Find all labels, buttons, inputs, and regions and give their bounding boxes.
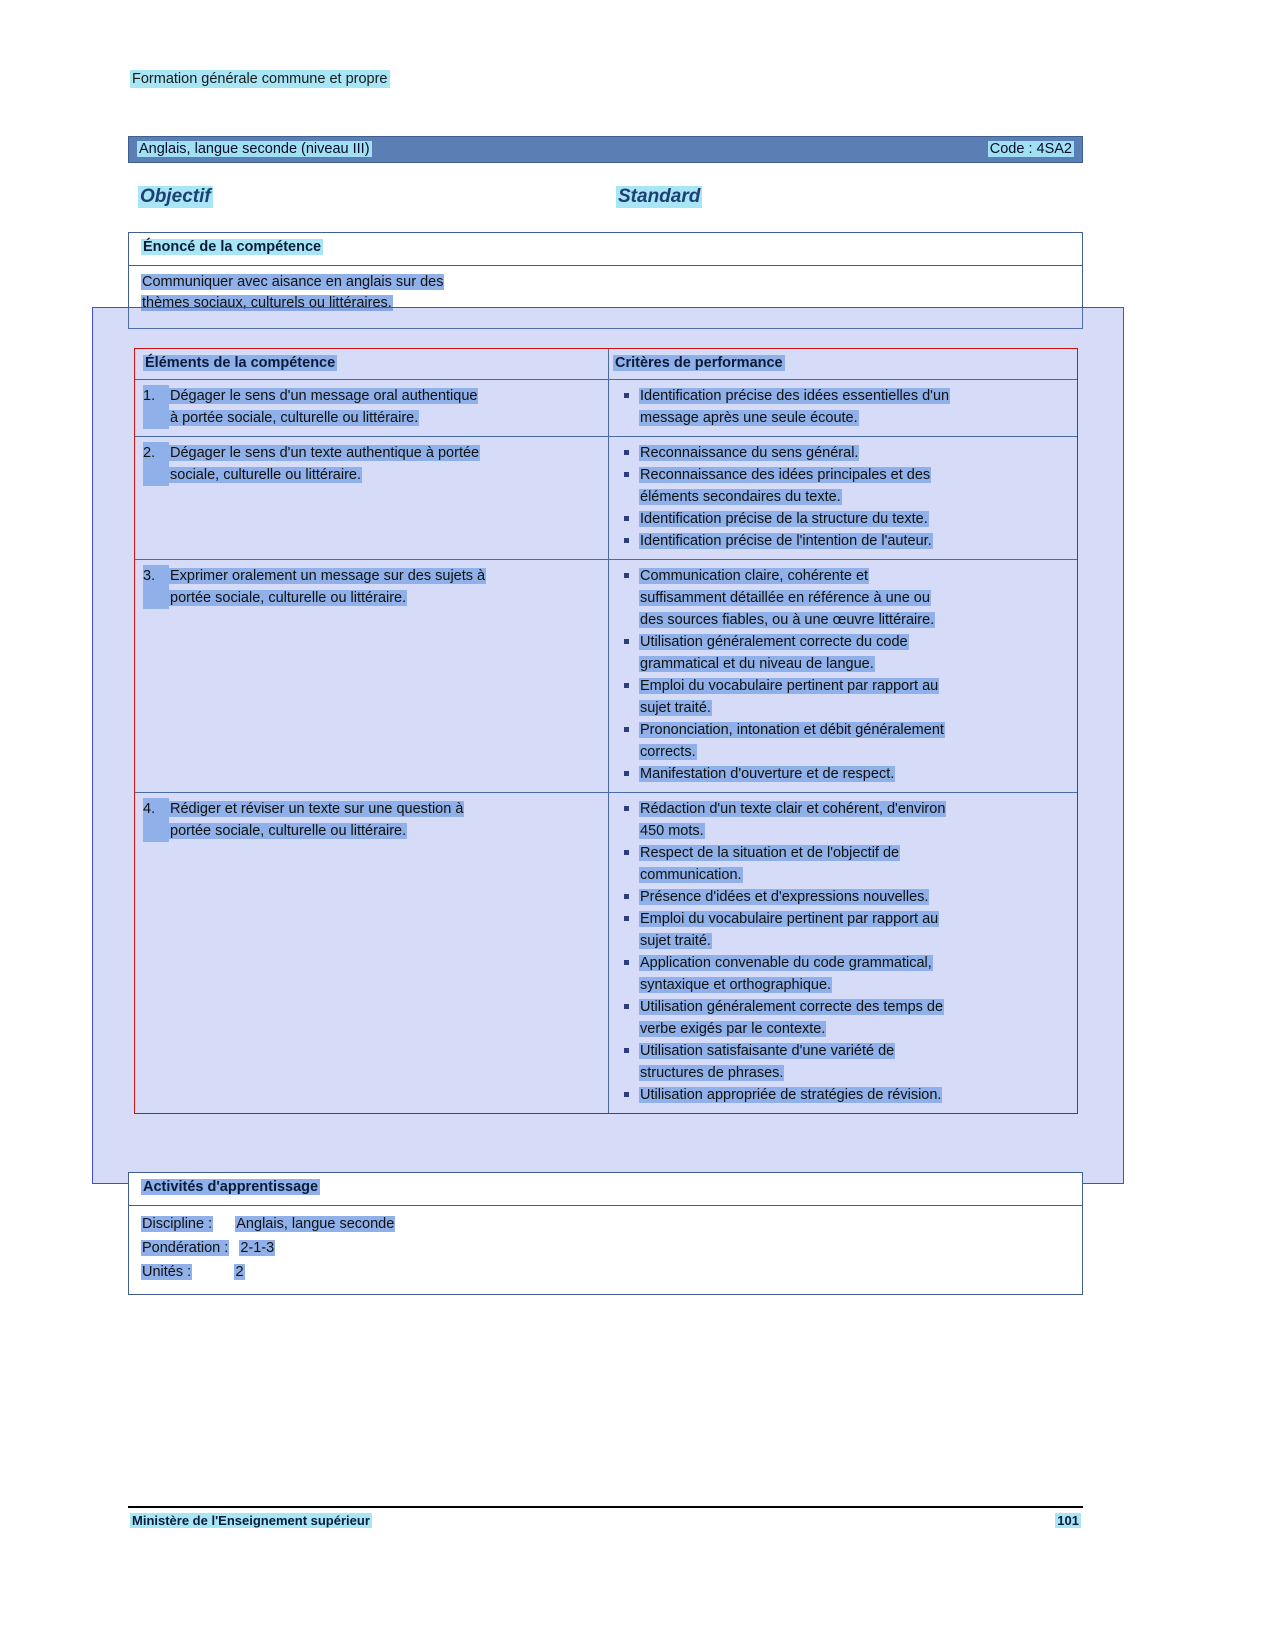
criterion-line (613, 530, 1069, 552)
bullet-icon (613, 842, 639, 864)
element-line (143, 587, 600, 609)
criterion-line (613, 1062, 1069, 1084)
element-number: 4. (143, 798, 169, 820)
criterion-text: Utilisation généralement correcte du code (640, 634, 908, 650)
bullet-icon (613, 530, 639, 552)
criterion-text: suffisamment détaillée en référence à une ou (640, 590, 930, 606)
criterion-line (613, 719, 1069, 741)
bullet-icon (613, 798, 639, 820)
criterion-text: Communication claire, cohérente et (640, 568, 869, 584)
bullet-icon (613, 952, 639, 974)
criterion-text: Identification précise de la structure du texte. (640, 511, 928, 527)
activite-label: Unités : (142, 1264, 192, 1280)
table-row (135, 793, 1077, 1113)
standard-heading: Standard (618, 186, 701, 207)
page-footer (128, 1512, 1083, 1534)
enonce-line-2: thèmes sociaux, culturels ou littéraires. (142, 295, 392, 311)
criterion-text: Identification précise des idées essentielles d'un (640, 388, 950, 404)
bullet-icon (613, 864, 639, 886)
activite-line (141, 1212, 1070, 1236)
element-text: sociale, culturelle ou littéraire. (170, 467, 362, 483)
table-row (135, 560, 1077, 793)
criteria-cell (609, 380, 1077, 436)
activites-body (129, 1206, 1082, 1294)
bullet-icon (613, 565, 639, 587)
activite-value: Anglais, langue seconde (236, 1216, 395, 1232)
criterion-text: Utilisation généralement correcte des temps de (640, 999, 944, 1015)
bullet-icon (613, 1040, 639, 1062)
bullet-icon (613, 1062, 639, 1084)
criteria-cell (609, 437, 1077, 559)
criterion-text: Reconnaissance du sens général. (640, 445, 859, 461)
criterion-line (613, 486, 1069, 508)
bullet-icon (613, 763, 639, 785)
enonce-box (128, 232, 1083, 329)
criterion-text: sujet traité. (640, 700, 711, 716)
criterion-text: Emploi du vocabulaire pertinent par rapport au (640, 911, 939, 927)
criterion-text: 450 mots. (640, 823, 704, 839)
criterion-text: Rédaction d'un texte clair et cohérent, d'environ (640, 801, 946, 817)
element-cell (135, 380, 609, 436)
enonce-header (129, 233, 1082, 266)
criterion-line (613, 653, 1069, 675)
element-number: 1. (143, 385, 169, 407)
criterion-text: sujet traité. (640, 933, 711, 949)
criterion-text: grammatical et du niveau de langue. (640, 656, 874, 672)
criterion-text: verbe exigés par le contexte. (640, 1021, 826, 1037)
bullet-icon (613, 631, 639, 653)
activite-label: Discipline : (142, 1216, 213, 1232)
criterion-text: structures de phrases. (640, 1065, 784, 1081)
element-text: Exprimer oralement un message sur des sujets à (170, 568, 486, 584)
bullet-icon (613, 996, 639, 1018)
bullet-icon (613, 1084, 639, 1106)
header-cell-elements (135, 349, 609, 379)
course-title: Anglais, langue seconde (niveau III) (139, 141, 370, 157)
bullet-icon (613, 653, 639, 675)
criterion-line (613, 385, 1069, 407)
criterion-line (613, 1018, 1069, 1040)
element-cell (135, 793, 609, 1113)
element-line (143, 798, 600, 820)
bullet-icon (613, 974, 639, 996)
criterion-line (613, 631, 1069, 653)
bullet-icon (613, 442, 639, 464)
bullet-icon (613, 385, 639, 407)
criterion-line (613, 464, 1069, 486)
element-number: 2. (143, 442, 169, 464)
criterion-line (613, 842, 1069, 864)
criterion-text: Respect de la situation et de l'objectif de (640, 845, 900, 861)
element-line (143, 385, 600, 407)
bullet-icon (613, 508, 639, 530)
element-text: Dégager le sens d'un message oral authentique (170, 388, 478, 404)
criterion-text: Présence d'idées et d'expressions nouvelles. (640, 889, 929, 905)
criterion-line (613, 697, 1069, 719)
criterion-line (613, 741, 1069, 763)
criteria-header-text: Critères de performance (615, 355, 783, 371)
criterion-line (613, 508, 1069, 530)
element-cell (135, 437, 609, 559)
criterion-text: Application convenable du code grammatical, (640, 955, 932, 971)
criterion-line (613, 820, 1069, 842)
criterion-text: syntaxique et orthographique. (640, 977, 832, 993)
bullet-icon (613, 464, 639, 486)
activite-line (141, 1260, 1070, 1284)
element-number (143, 464, 169, 486)
criterion-line (613, 442, 1069, 464)
element-line (143, 464, 600, 486)
page-header-text: Formation générale commune et propre (132, 71, 388, 87)
criterion-text: Reconnaissance des idées principales et des (640, 467, 931, 483)
element-line (143, 407, 600, 429)
activite-label: Pondération : (142, 1240, 229, 1256)
activites-box (128, 1172, 1083, 1295)
enonce-body (129, 266, 1082, 328)
criteria-cell (609, 793, 1077, 1113)
criteria-cell (609, 560, 1077, 792)
criterion-line (613, 1084, 1069, 1106)
criterion-text: Emploi du vocabulaire pertinent par rapport au (640, 678, 939, 694)
bullet-icon (613, 908, 639, 930)
competence-table-header (135, 349, 1077, 380)
criterion-text: communication. (640, 867, 742, 883)
criterion-line (613, 908, 1069, 930)
activite-line (141, 1236, 1070, 1260)
header-cell-criteria (609, 349, 1077, 379)
course-code: Code : 4SA2 (989, 141, 1072, 157)
bullet-icon (613, 609, 639, 631)
course-title-bar (128, 136, 1083, 163)
elements-header-text: Éléments de la compétence (145, 355, 336, 371)
criterion-text: Manifestation d'ouverture et de respect. (640, 766, 895, 782)
criterion-text: des sources fiables, ou à une œuvre littéraire. (640, 612, 935, 628)
criterion-line (613, 952, 1069, 974)
criterion-text: Utilisation appropriée de stratégies de révision. (640, 1087, 942, 1103)
bullet-icon (613, 930, 639, 952)
table-row (135, 437, 1077, 560)
element-number: 3. (143, 565, 169, 587)
activites-header (129, 1173, 1082, 1206)
criterion-text: éléments secondaires du texte. (640, 489, 841, 505)
bullet-icon (613, 697, 639, 719)
element-text: portée sociale, culturelle ou littéraire. (170, 590, 407, 606)
criterion-line (613, 565, 1069, 587)
activites-heading-text: Activités d'apprentissage (143, 1179, 319, 1195)
element-number (143, 820, 169, 842)
criterion-line (613, 930, 1069, 952)
element-text: Dégager le sens d'un texte authentique à portée (170, 445, 480, 461)
activite-value: 2-1-3 (240, 1240, 275, 1256)
element-text: portée sociale, culturelle ou littéraire. (170, 823, 407, 839)
criterion-text: Identification précise de l'intention de l'auteur. (640, 533, 932, 549)
criterion-text: Utilisation satisfaisante d'une variété de (640, 1043, 895, 1059)
criterion-line (613, 587, 1069, 609)
criterion-line (613, 798, 1069, 820)
objectif-standard-row (128, 186, 1083, 210)
bullet-icon (613, 675, 639, 697)
competence-rows (135, 380, 1077, 1113)
criterion-text: message après une seule écoute. (640, 410, 858, 426)
element-line (143, 565, 600, 587)
bullet-icon (613, 486, 639, 508)
criterion-line (613, 609, 1069, 631)
criterion-line (613, 886, 1069, 908)
element-text: à portée sociale, culturelle ou littéraire. (170, 410, 419, 426)
criterion-line (613, 407, 1069, 429)
enonce-line-1: Communiquer avec aisance en anglais sur des (142, 274, 444, 290)
bullet-icon (613, 741, 639, 763)
activite-value: 2 (235, 1264, 244, 1280)
criterion-text: Prononciation, intonation et débit généralement (640, 722, 944, 738)
bullet-icon (613, 407, 639, 429)
criterion-line (613, 864, 1069, 886)
criterion-line (613, 1040, 1069, 1062)
element-number (143, 407, 169, 429)
criterion-line (613, 974, 1069, 996)
element-line (143, 820, 600, 842)
footer-ministry: Ministère de l'Enseignement supérieur (132, 1513, 370, 1528)
bullet-icon (613, 820, 639, 842)
objectif-heading: Objectif (140, 186, 211, 207)
competence-table (134, 348, 1078, 1114)
criterion-text: corrects. (640, 744, 696, 760)
element-cell (135, 560, 609, 792)
bullet-icon (613, 886, 639, 908)
criterion-line (613, 675, 1069, 697)
table-row (135, 380, 1077, 437)
enonce-heading-text: Énoncé de la compétence (143, 239, 322, 255)
element-number (143, 587, 169, 609)
bullet-icon (613, 719, 639, 741)
element-line (143, 442, 600, 464)
criterion-line (613, 763, 1069, 785)
bullet-icon (613, 1018, 639, 1040)
footer-divider (128, 1506, 1083, 1508)
footer-page-number: 101 (1057, 1513, 1079, 1528)
bullet-icon (613, 587, 639, 609)
criterion-line (613, 996, 1069, 1018)
element-text: Rédiger et réviser un texte sur une question à (170, 801, 464, 817)
